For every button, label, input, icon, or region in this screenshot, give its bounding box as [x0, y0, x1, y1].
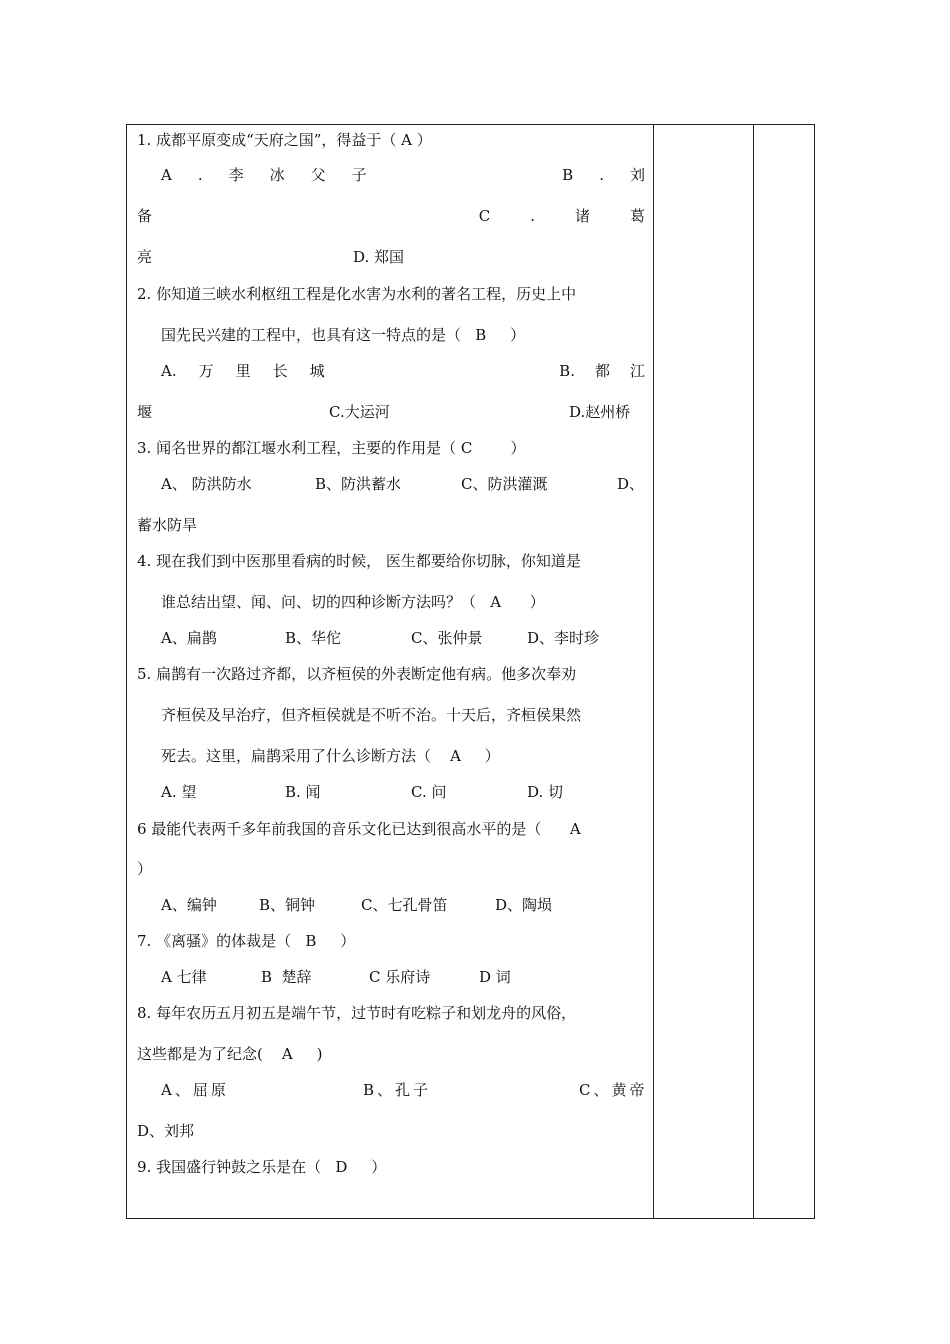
q1-option-c-char3: 亮	[137, 248, 153, 266]
q3-option-a: A、 防洪防水	[161, 475, 252, 493]
q1-option-a-char4: 子	[351, 166, 367, 184]
q8-option-d: D、刘邦	[137, 1122, 195, 1140]
q6-option-d: D、陶埙	[495, 896, 553, 914]
q7-option-c: C 乐府诗	[369, 968, 431, 986]
q9-stem: 9. 我国盛行钟鼓之乐是在（ D ）	[137, 1158, 387, 1176]
q7-stem: 7. 《离骚》的体裁是（ B ）	[137, 932, 356, 950]
column-divider-2	[753, 125, 754, 1218]
q2-option-b-char1: 都	[594, 362, 610, 380]
q2-stem-line1: 2. 你知道三峡水利枢纽工程是化水害为水利的著名工程，历史上中	[137, 285, 577, 303]
q6-option-c: C、七孔骨笛	[361, 896, 448, 914]
q8-option-c: C、黄帝	[579, 1081, 648, 1099]
q4-option-d: D、李时珍	[527, 629, 600, 647]
q2-option-a-char4: 城	[309, 362, 325, 380]
q8-stem-line2: 这些都是为了纪念( A )	[137, 1045, 323, 1063]
q1-option-b-dot: .	[599, 166, 604, 184]
q1-option-b-letter: B	[562, 166, 574, 184]
q1-option-c-letter: C	[478, 207, 491, 225]
q1-option-c-char1: 诸	[574, 207, 590, 225]
q2-option-d: D.赵州桥	[569, 403, 631, 421]
q4-stem-line1: 4. 现在我们到中医那里看病的时候， 医生都要给你切脉，你知道是	[137, 552, 581, 570]
q2-option-b-char3: 堰	[137, 403, 153, 421]
q4-option-b: B、华佗	[285, 629, 342, 647]
q3-stem: 3. 闻名世界的都江堰水利工程，主要的作用是（ C ）	[137, 439, 526, 457]
q1-options-line2	[137, 206, 645, 226]
q5-option-d: D. 切	[527, 783, 564, 801]
q1-option-a-char3: 父	[310, 166, 326, 184]
q1-option-b-char1: 刘	[629, 166, 645, 184]
q3-option-d-letter: D、	[617, 475, 645, 493]
q2-options-line1	[161, 361, 645, 381]
q2-option-a-char2: 里	[235, 362, 251, 380]
q1-option-d: D. 郑国	[353, 248, 405, 266]
q7-option-b: B 楚辞	[261, 968, 312, 986]
q5-stem-line2: 齐桓侯及早治疗，但齐桓侯就是不听不治。十天后，齐桓侯果然	[161, 706, 582, 724]
q5-option-a: A. 望	[161, 783, 197, 801]
q1-option-c-dot: .	[530, 207, 535, 225]
q1-option-c-char2: 葛	[629, 207, 645, 225]
q8-option-a: A、屈原	[161, 1081, 229, 1099]
q2-option-b-letter: B.	[559, 362, 575, 380]
worksheet-table	[126, 124, 815, 1219]
q3-option-c: C、防洪灌溉	[461, 475, 548, 493]
q5-stem-line1: 5. 扁鹊有一次路过齐都，以齐桓侯的外表断定他有病。他多次奉劝	[137, 665, 577, 683]
q7-option-d: D 词	[479, 968, 511, 986]
q1-option-a-char2: 冰	[269, 166, 285, 184]
q1-option-a-letter: A	[161, 166, 172, 184]
q1-options-line1	[161, 165, 645, 185]
q2-option-a-char3: 长	[272, 362, 288, 380]
q5-option-b: B. 闻	[285, 783, 321, 801]
q4-option-c: C、张仲景	[411, 629, 483, 647]
q1-stem: 1. 成都平原变成“天府之国”，得益于（ A ）	[137, 131, 432, 149]
q6-option-b: B、铜钟	[259, 896, 316, 914]
q2-option-a-letter: A.	[161, 362, 177, 380]
q1-option-a-char1: 李	[228, 166, 244, 184]
q6-stem-line2: ）	[137, 860, 153, 878]
q3-option-b: B、防洪蓄水	[315, 475, 402, 493]
q5-option-c: C. 问	[411, 783, 447, 801]
q1-option-a-dot: .	[197, 166, 203, 184]
q2-option-a-char1: 万	[198, 362, 214, 380]
q2-option-b-char2: 江	[629, 362, 645, 380]
column-divider-1	[653, 125, 654, 1218]
q6-option-a: A、编钟	[161, 896, 217, 914]
q3-option-d-text: 蓄水防旱	[137, 516, 198, 534]
q7-option-a: A 七律	[161, 968, 207, 986]
q5-stem-line3: 死去。这里，扁鹊采用了什么诊断方法（ A ）	[161, 747, 500, 765]
q6-stem-line1: 6 最能代表两千多年前我国的音乐文化已达到很高水平的是（ A	[137, 820, 581, 838]
q2-stem-line2: 国先民兴建的工程中，也具有这一特点的是（ B ）	[161, 326, 526, 344]
q4-stem-line2: 谁总结出望、闻、问、切的四种诊断方法吗？（ A ）	[161, 593, 545, 611]
q8-option-b: B、孔子	[363, 1081, 432, 1099]
q8-stem-line1: 8. 每年农历五月初五是端午节，过节时有吃粽子和划龙舟的风俗，	[137, 1004, 577, 1022]
q2-option-c: C.大运河	[329, 403, 390, 421]
q1-option-b-char2: 备	[137, 207, 153, 225]
q4-option-a: A、扁鹊	[161, 629, 217, 647]
